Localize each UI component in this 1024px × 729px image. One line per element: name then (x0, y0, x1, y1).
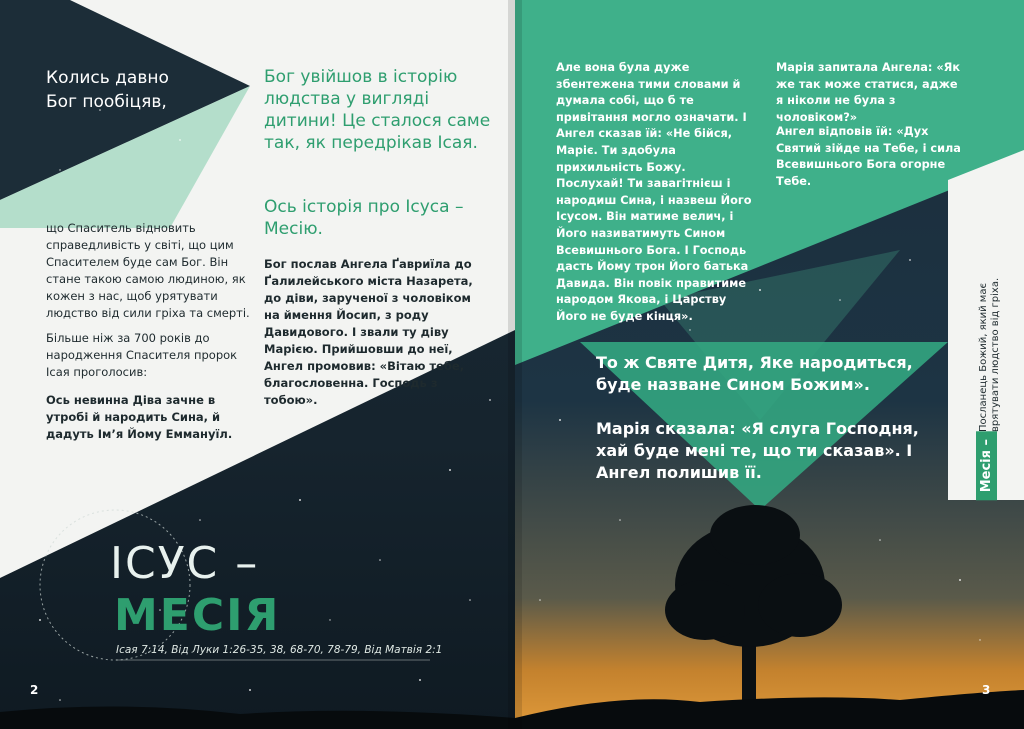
right-column-2-para-2: Ангел відповів їй: «Дух Святий зійде на Тебе, і сила Всевишнього Бога огорне Тебе. (776, 125, 961, 188)
right-column-2-para-1: Марія запитала Ангела: «Як же так може статися, адже я ніколи не була з чоловіком?» (776, 61, 961, 124)
page-number-left: 2 (30, 683, 39, 697)
side-title: Месія – (976, 431, 997, 500)
quote-1: То ж Святе Дитя, Яке народиться, буде назване Сином Божим». (596, 353, 913, 394)
title-line-2: МЕСІЯ (114, 590, 281, 641)
intro-text: Колись давно Бог пообіцяв, (46, 68, 169, 112)
quote-2: Марія сказала: «Я слуга Господня, хай буде мені те, що ти сказав». І Ангел полишив її. (596, 419, 919, 482)
body-paragraph-1: що Спаситель відновить справедливість у світі, що цим Спасителем буде сам Бог. Він стане такою самою людиною, як кожен з нас, щоб урятувати людство від сили гріха та смерті. (46, 221, 250, 320)
side-definition-text: Посланець Божий, який має врятувати людство від гріха. (978, 277, 1001, 432)
page-number-right: 3 (982, 683, 991, 697)
gutter (508, 0, 522, 729)
prophecy-quote: Ось невинна Діва зачне в утробі й народить Сина, й дадуть Ім’я Йому Еммануїл. (46, 393, 233, 441)
right-column-1: Але вона була дуже збентежена тими словами й думала собі, що б те привітання могло означати. І Ангел сказав їй: «Не бійся, Маріє. Ти здобула прихильність Божу. Послухай! Ти завагітнієш і народиш Сина, і назвеш Його Ісусом. Він матиме велич, і Його називатимуть Сином Всевишнього Бога. І Господь дасть Йому трон Його батька Давида. Він повік правитиме народом Якова, і Царству Його не буде кінця». (556, 61, 752, 323)
scripture-references: Ісая 7:14, Від Луки 1:26-35, 38, 68-70, 78-79, Від Матвія 2:1 (116, 644, 443, 656)
headline: Бог увійшов в історію людства у вигляді дитини! Це сталося саме так, як передрікав Ісая. (264, 67, 491, 153)
subheadline: Ось історія про Ісуса – Месію. (264, 197, 464, 239)
gabriel-paragraph: Бог послав Ангела Ґавриїла до Ґалилейського міста Назарета, до діви, зарученої з чоловіком на ймення Йосип, з роду Давидового. І звали ту діву Марією. Прийшовши до неї, Ангел промовив: «Вітаю тебе, благословенна. Господь з тобою». (264, 257, 473, 407)
title-line-1: ІСУС – (110, 538, 260, 589)
body-paragraph-2: Більше ніж за 700 років до народження Спасителя пророк Ісая проголосив: (46, 331, 238, 379)
